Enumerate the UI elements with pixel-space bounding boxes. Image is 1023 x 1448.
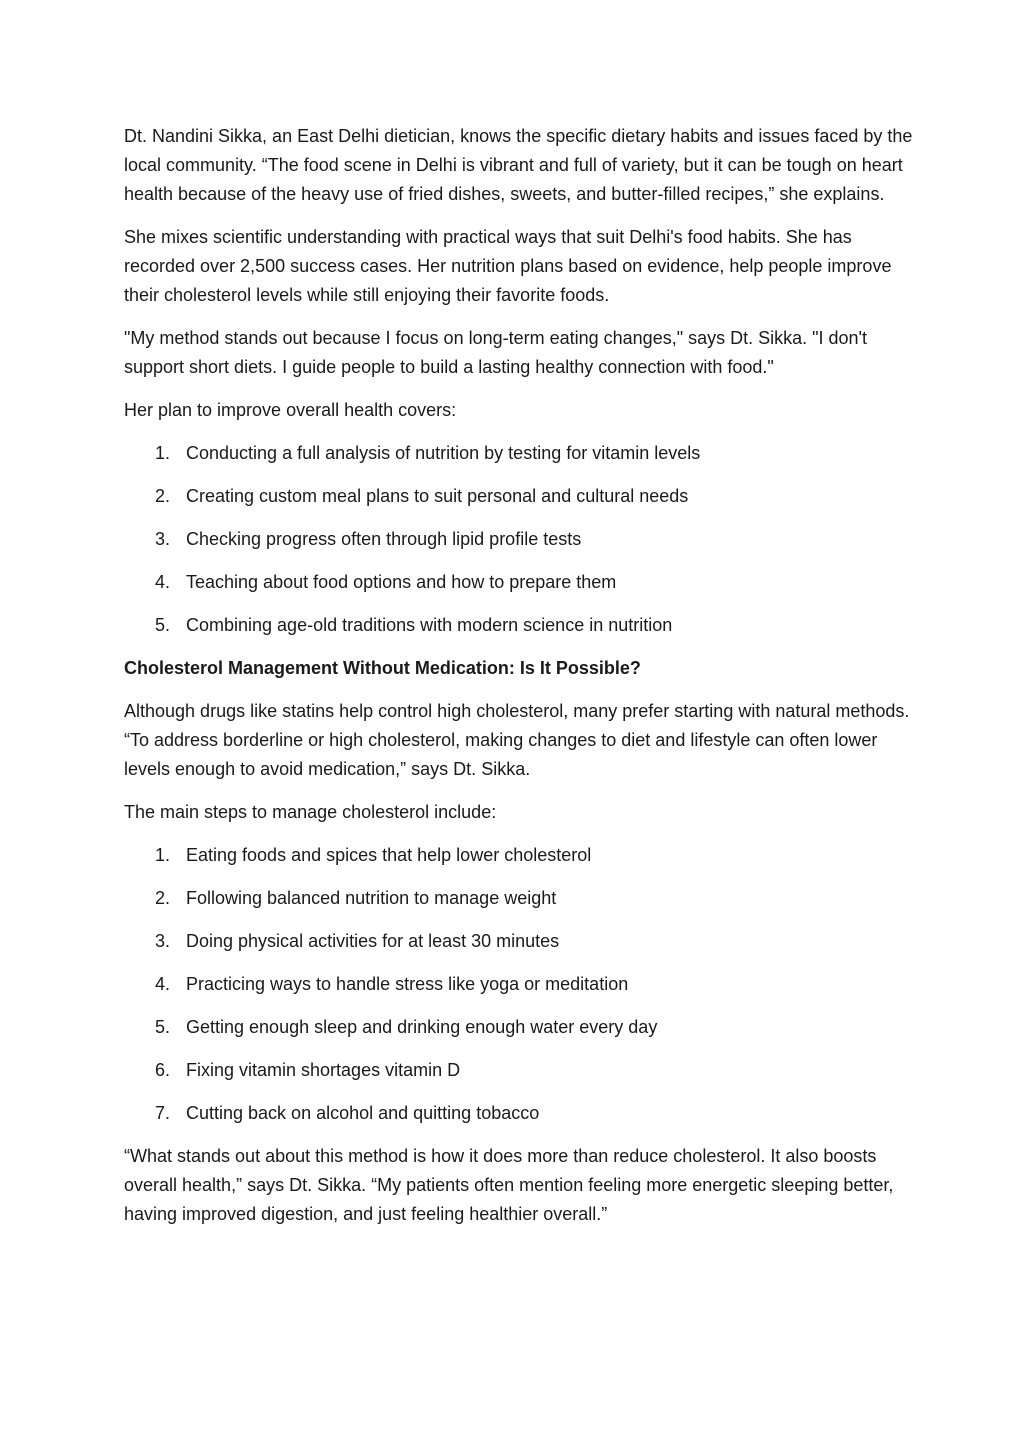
list-item-text: Practicing ways to handle stress like yoga or meditation bbox=[186, 974, 629, 994]
list-item bbox=[124, 927, 914, 956]
list-item-text: Teaching about food options and how to prepare them bbox=[186, 572, 617, 592]
list-item-text: Fixing vitamin shortages vitamin D bbox=[186, 1060, 461, 1080]
list-item-text: Following balanced nutrition to manage weight bbox=[186, 888, 557, 908]
list-item bbox=[124, 439, 914, 468]
steps-list bbox=[124, 841, 914, 1128]
plan-lead-in: Her plan to improve overall health covers: bbox=[124, 400, 457, 420]
list-number: 5. bbox=[155, 1017, 171, 1037]
list-number: 4. bbox=[155, 572, 171, 592]
list-number: 4. bbox=[155, 974, 171, 994]
list-item-text: Getting enough sleep and drinking enough water every day bbox=[186, 1017, 658, 1037]
document-page bbox=[124, 122, 914, 1243]
closing-paragraph: “What stands out about this method is how it does more than reduce cholesterol. It also boosts overall health,” says Dt. Sikka. “My patients often mention feeling more energetic sleeping better, having improved digestion, and just feeling healthier overall.” bbox=[124, 1146, 894, 1224]
list-item bbox=[124, 482, 914, 511]
list-number: 1. bbox=[155, 845, 171, 865]
list-number: 6. bbox=[155, 1060, 171, 1080]
section-heading: Cholesterol Management Without Medication: Is It Possible? bbox=[124, 658, 641, 678]
list-item-text: Doing physical activities for at least 30 minutes bbox=[186, 931, 560, 951]
list-number: 3. bbox=[155, 931, 171, 951]
list-item bbox=[124, 611, 914, 640]
intro-paragraph-1: Dt. Nandini Sikka, an East Delhi dietician, knows the specific dietary habits and issues faced by the local community. “The food scene in Delhi is vibrant and full of variety, but it can be tough on heart health because of the heavy use of fried dishes, sweets, and butter-filled recipes,” she explains. bbox=[124, 126, 913, 204]
list-item-text: Cutting back on alcohol and quitting tobacco bbox=[186, 1103, 540, 1123]
intro-paragraph-3: "My method stands out because I focus on long-term eating changes," says Dt. Sikka. "I don't support short diets. I guide people to build a lasting healthy connection with food." bbox=[124, 328, 867, 377]
steps-lead-in: The main steps to manage cholesterol include: bbox=[124, 802, 497, 822]
list-item-text: Checking progress often through lipid profile tests bbox=[186, 529, 582, 549]
list-item bbox=[124, 568, 914, 597]
intro-paragraph-2: She mixes scientific understanding with practical ways that suit Delhi's food habits. She has recorded over 2,500 success cases. Her nutrition plans based on evidence, help people improve their cholesterol levels while still enjoying their favorite foods. bbox=[124, 227, 892, 305]
list-item bbox=[124, 841, 914, 870]
list-number: 5. bbox=[155, 615, 171, 635]
list-number: 3. bbox=[155, 529, 171, 549]
list-number: 2. bbox=[155, 486, 171, 506]
list-item bbox=[124, 525, 914, 554]
list-item bbox=[124, 1099, 914, 1128]
list-item-text: Eating foods and spices that help lower cholesterol bbox=[186, 845, 592, 865]
list-item bbox=[124, 1013, 914, 1042]
list-number: 2. bbox=[155, 888, 171, 908]
list-item-text: Creating custom meal plans to suit personal and cultural needs bbox=[186, 486, 689, 506]
plan-list bbox=[124, 439, 914, 640]
list-item-text: Conducting a full analysis of nutrition by testing for vitamin levels bbox=[186, 443, 701, 463]
list-item bbox=[124, 1056, 914, 1085]
list-item bbox=[124, 884, 914, 913]
list-number: 7. bbox=[155, 1103, 171, 1123]
mid-paragraph-1: Although drugs like statins help control high cholesterol, many prefer starting with natural methods. “To address borderline or high cholesterol, making changes to diet and lifestyle can often lower levels enough to avoid medication,” says Dt. Sikka. bbox=[124, 701, 910, 779]
list-item bbox=[124, 970, 914, 999]
list-number: 1. bbox=[155, 443, 171, 463]
list-item-text: Combining age-old traditions with modern science in nutrition bbox=[186, 615, 673, 635]
